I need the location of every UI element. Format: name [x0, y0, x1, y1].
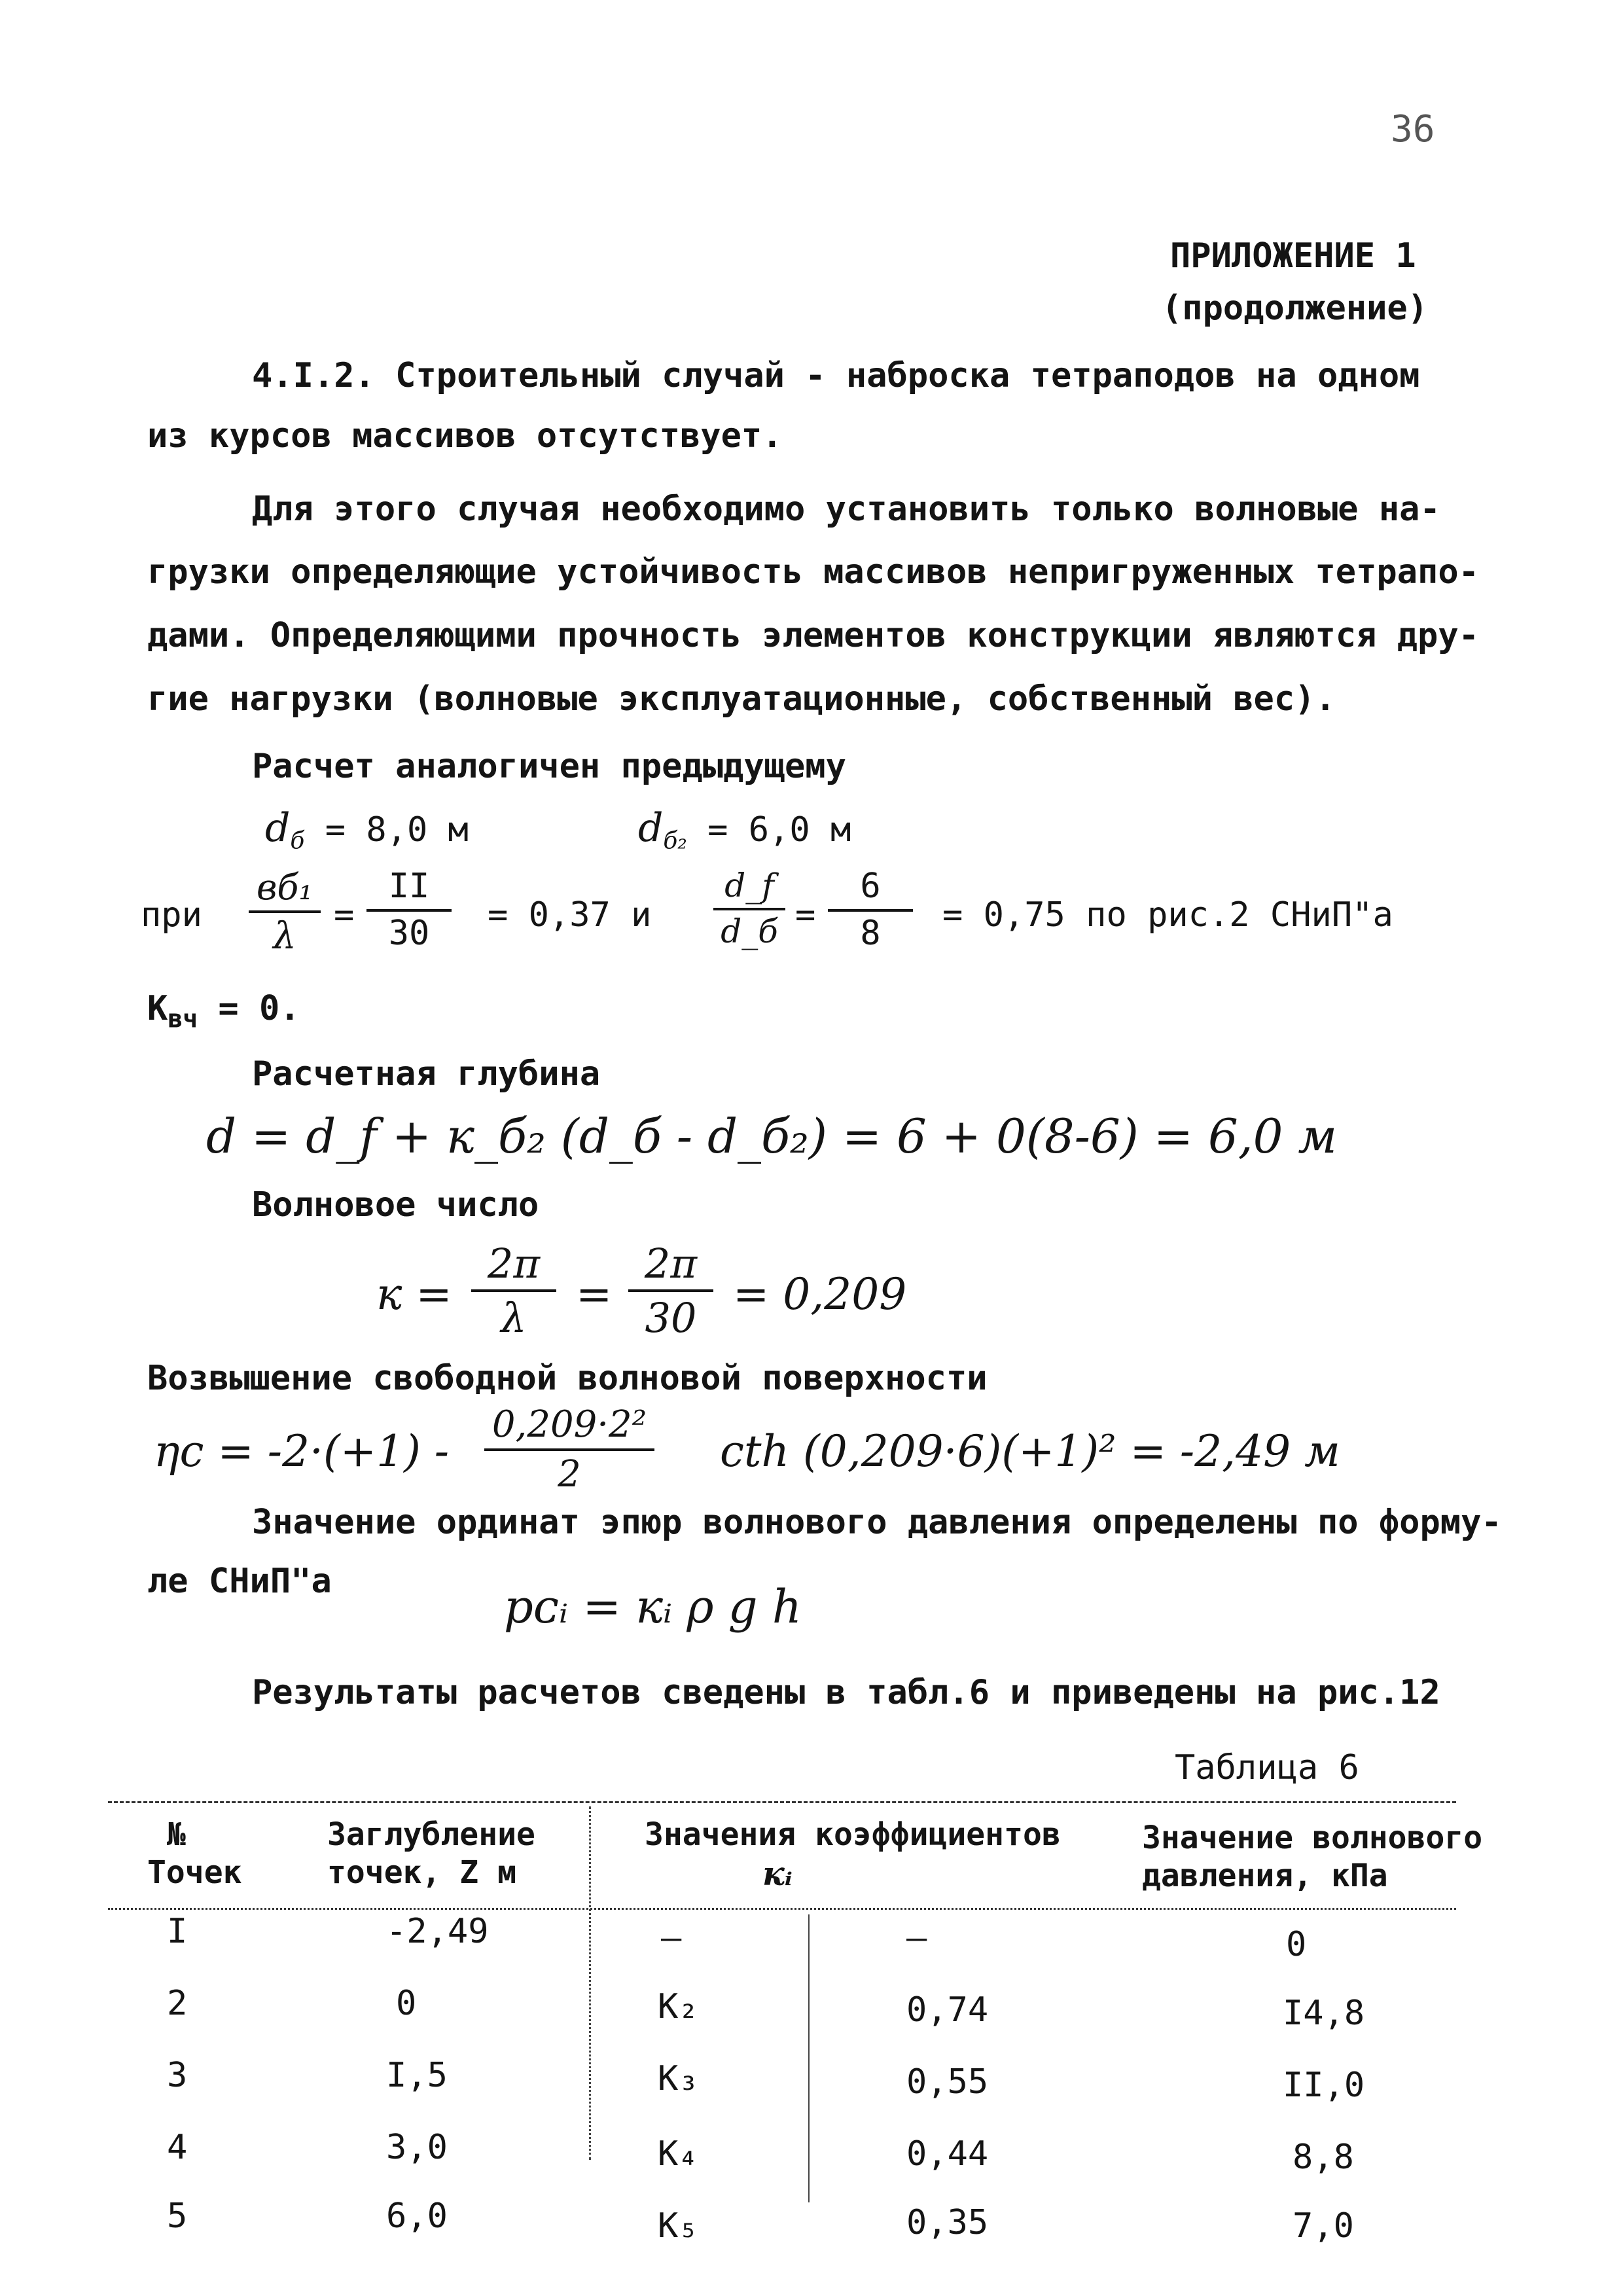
table-header-pressure: Значение волнового давления, кПа: [1142, 1820, 1483, 1894]
ordinates-line1: Значение ординат эпюр волнового давления определены по форму-: [252, 1503, 1502, 1542]
table-caption: Таблица 6: [1175, 1748, 1359, 1787]
cell-kval: 0,55: [906, 2062, 989, 2102]
paragraph-line: Для этого случая необходимо установить только волновые на-: [252, 490, 1440, 529]
cell-coef: К₃: [658, 2059, 699, 2098]
cell-coef: К₂: [658, 1987, 699, 2026]
cell-kval: –: [906, 1918, 927, 1958]
elevation-rhs: cth (0,209·6)(+1)² = -2,49 м: [720, 1426, 1340, 1477]
wave-number-result: = 0,209: [733, 1269, 907, 1319]
ratio-eq-1: =: [334, 895, 355, 935]
cell-coef: К₄: [658, 2134, 699, 2174]
depth-db2: $d_{б_2} = 6,0$ м: [638, 805, 851, 855]
cell-depth: 3,0: [386, 2128, 448, 2167]
ratio-result-2: = 0,75 по рис.2 СНиП"а: [942, 895, 1393, 935]
ratio-result-1: = 0,37 и: [488, 895, 652, 935]
wave-number-eq: =: [576, 1269, 613, 1319]
cell-pressure: 7,0: [1293, 2206, 1354, 2246]
table-col-divider: [808, 1914, 810, 2202]
paragraph-line: дами. Определяющими прочность элементов конструкции являются дру-: [147, 616, 1479, 655]
kvch: $К_{вч} = 0$.: [147, 989, 300, 1033]
cell-kval: 0,35: [906, 2203, 989, 2242]
elevation-fraction: 0,209·2² 2: [484, 1404, 654, 1496]
cell-depth: I,5: [386, 2056, 448, 2095]
table-header-rule: [108, 1908, 1456, 1910]
cell-pressure: I4,8: [1283, 1994, 1365, 2033]
ordinates-line2: ле СНиП"а: [147, 1562, 332, 1601]
table-col-divider: [589, 1806, 591, 2160]
ratio-fraction-4: 6 8: [828, 867, 913, 954]
cell-point: 2: [167, 1984, 188, 2023]
wave-number-label: Волновое число: [252, 1185, 539, 1225]
cell-depth: 0: [396, 1984, 417, 2023]
cell-depth: -2,49: [386, 1912, 489, 1951]
paragraph-line: грузки определяющие устойчивость массивов непригруженных тетрапо-: [147, 552, 1479, 592]
table-header-coefficients: Значения коэффициентов кᵢ: [645, 1816, 1061, 1893]
page-number: 36: [1391, 108, 1435, 151]
wave-number-fraction-1: 2π λ: [471, 1240, 556, 1342]
table-top-rule: [108, 1801, 1456, 1803]
ordinates-formula: pᴄᵢ = кᵢ ρ g h: [504, 1580, 802, 1634]
appendix-subtitle: (продолжение): [1162, 289, 1428, 328]
depth-db: $d_б = 8,0$ м: [265, 805, 469, 855]
cell-point: I: [167, 1912, 188, 1951]
appendix-title: ПРИЛОЖЕНИЕ 1: [1170, 236, 1416, 276]
elevation-lhs: ηс = -2·(+1) -: [154, 1426, 450, 1477]
ratio-fraction-2: II 30: [366, 867, 452, 954]
paragraph-line: гие нагрузки (волновые эксплуатационные, собственный вес).: [147, 679, 1336, 719]
ratio-eq-2: =: [795, 895, 816, 935]
cell-kval: 0,44: [906, 2134, 989, 2174]
wave-number-fraction-2: 2π 30: [628, 1240, 713, 1342]
calc-intro: Расчет аналогичен предыдущему: [252, 747, 846, 786]
ratio-fraction-1: вб₁ λ: [249, 867, 321, 958]
ratio-pri: при: [141, 895, 202, 935]
design-depth-formula: d = d_f + к_б₂ (d_б - d_б₂) = 6 + 0(8-6) = 6,0 м: [206, 1109, 1338, 1164]
table-header-point: № Точек: [147, 1816, 242, 1891]
results-line: Результаты расчетов сведены в табл.6 и приведены на рис.12: [252, 1673, 1440, 1712]
cell-point: 5: [167, 2197, 188, 2236]
cell-pressure: II,0: [1283, 2066, 1365, 2105]
cell-kval: 0,74: [906, 1990, 989, 2030]
cell-point: 3: [167, 2056, 188, 2095]
design-depth-label: Расчетная глубина: [252, 1054, 601, 1094]
section-heading-line1: 4.I.2. Строительный случай - наброска тетраподов на одном: [252, 356, 1420, 395]
cell-pressure: 8,8: [1293, 2138, 1354, 2177]
table-header-depth: Заглубление точек, Z м: [327, 1816, 535, 1891]
cell-point: 4: [167, 2128, 188, 2167]
cell-pressure: 0: [1286, 1925, 1307, 1964]
wave-number-k: к =: [376, 1269, 452, 1319]
cell-coef: –: [661, 1918, 682, 1958]
cell-depth: 6,0: [386, 2197, 448, 2236]
ratio-fraction-3: d_f d_б: [713, 867, 785, 950]
cell-coef: К₅: [658, 2206, 699, 2246]
elevation-label: Возвышение свободной волновой поверхности: [147, 1359, 988, 1398]
section-heading-line2: из курсов массивов отсутствует.: [147, 416, 783, 456]
